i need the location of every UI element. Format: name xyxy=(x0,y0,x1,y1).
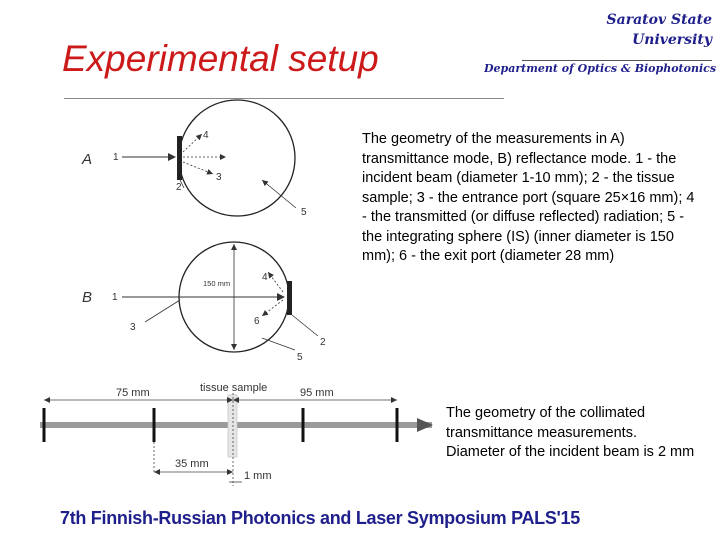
transmitted-ray-down xyxy=(183,162,213,174)
tissue-sample-b xyxy=(287,281,292,315)
leader-5-a xyxy=(262,180,296,208)
geometry-description-collimated: The geometry of the collimated transmittance measurements. Diameter of the incident beam is 2 mm xyxy=(446,405,695,460)
a-label-1: 1 xyxy=(113,152,119,163)
integrating-sphere-a xyxy=(179,100,295,216)
reflected-ray-1 xyxy=(268,272,283,292)
a-label-2: 2 xyxy=(176,182,182,193)
a-label-5: 5 xyxy=(301,207,307,218)
dist-95-label: 95 mm xyxy=(300,387,334,399)
diagram-b xyxy=(82,242,326,363)
diagram-collimated xyxy=(40,382,432,486)
tissue-sample-slab xyxy=(228,395,237,457)
label-b: B xyxy=(82,289,93,306)
conference-footer: 7th Finnish-Russian Photonics and Laser Symposium PALS'15 xyxy=(60,508,580,528)
transmitted-ray-up xyxy=(183,134,202,152)
b-label-1: 1 xyxy=(112,292,118,303)
reflected-ray-2 xyxy=(262,300,283,316)
geometry-description-ab: The geometry of the measurements in A) transmittance mode, B) reflectance mode. 1 - the incident beam (diameter 1-10 mm); 2 - the tissue sample; 3 - the entrance port (square 25×16 mm); 4 - the transmitted (or diffuse reflected) radiation; 5 - the integrating sphere (IS) (inner diameter is 150 mm); 6 - the exit port (diameter 28 mm) xyxy=(362,131,695,264)
b-label-4: 4 xyxy=(262,272,268,283)
leader-5-b xyxy=(262,338,295,350)
dist-35-label: 35 mm xyxy=(175,458,209,470)
dist-75-label: 75 mm xyxy=(116,387,150,399)
b-label-5: 5 xyxy=(297,352,303,363)
diagram-a xyxy=(81,100,307,218)
university-line-1: Saratov State xyxy=(606,12,712,28)
b-diameter-label: 150 mm xyxy=(203,279,231,288)
leader-2-b xyxy=(292,315,318,336)
label-a: A xyxy=(82,151,93,168)
b-label-2: 2 xyxy=(320,337,326,348)
tissue-sample-label: tissue sample xyxy=(200,382,268,394)
b-label-3: 3 xyxy=(130,322,136,333)
tissue-sample-a xyxy=(177,136,182,180)
dist-1-label: 1 mm xyxy=(244,470,272,482)
university-line-2: University xyxy=(632,32,712,48)
page-title: Experimental setup xyxy=(62,38,379,79)
department-name: Department of Optics & Biophotonics xyxy=(484,62,717,75)
a-label-4: 4 xyxy=(203,130,209,141)
a-label-3: 3 xyxy=(216,172,222,183)
leader-3-b xyxy=(145,300,180,322)
b-label-6: 6 xyxy=(254,316,260,327)
